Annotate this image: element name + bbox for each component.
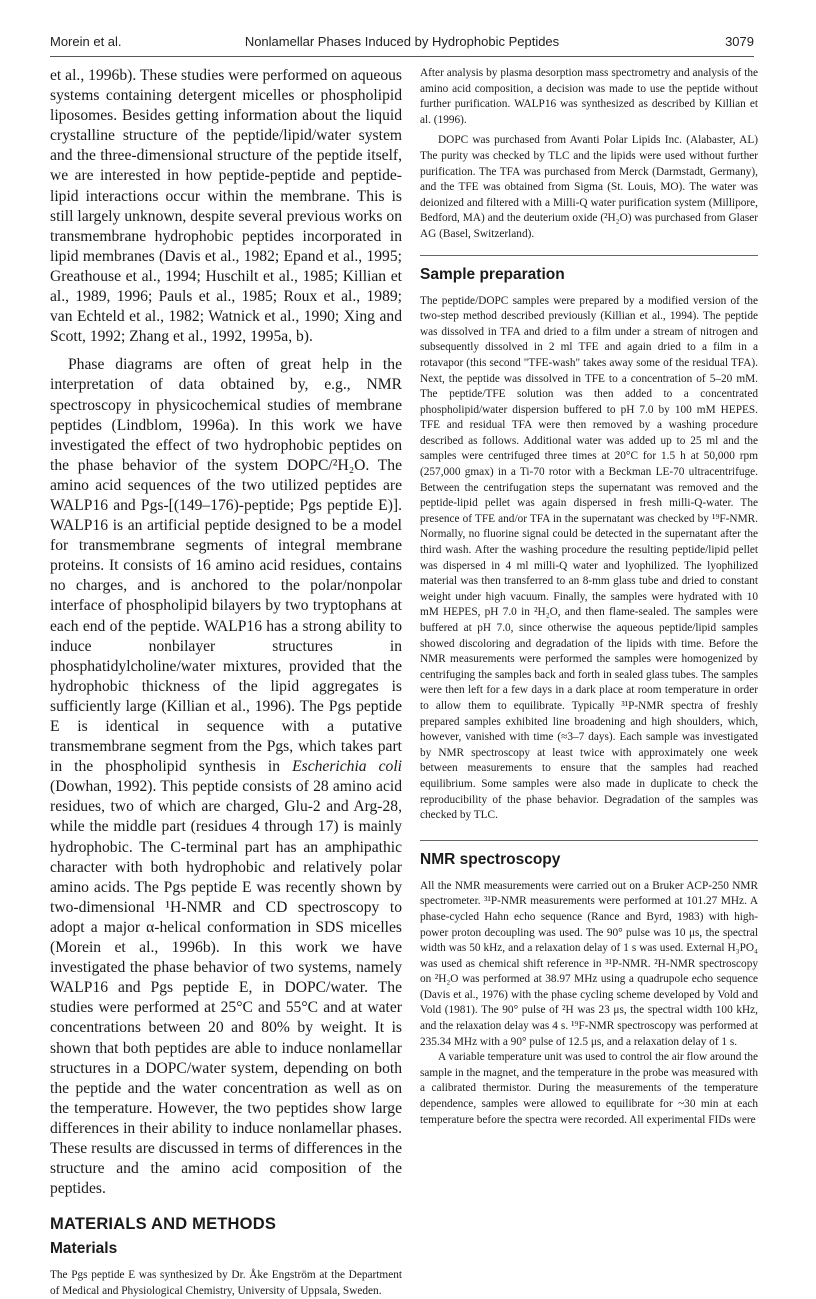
materials-paragraph-continued: After analysis by plasma desorption mass spectrometry and analysis of the amino acid composition, a decision was made to use the peptide without further purification. WALP16 was synthesized as described by Killian et al. (1996). [420, 67, 758, 126]
intro-paragraph-continued: et al., 1996b). These studies were performed on aqueous systems containing detergent micelles or phospholipid liposomes. Besides getting information about the liquid crystalline structure of the peptide/lipid/water system and the three-dimensional structure of the peptide itself, we are interested in how peptide-peptide and peptide-lipid interactions occur within the membrane. This is still largely unknown, despite several previous works on transmembrane hydrophobic peptides incorporated in lipid membranes (Davis et al., 1982; Epand et al., 1995; Greathouse et al., 1994; Huschilt et al., 1985; Killian et al., 1989, 1996; Pauls et al., 1985; Roux et al., 1989; van Echteld et al., 1982; Watnick et al., 1990; Xing and Scott, 1992; Zhang et al., 1992, 1995a, b). [50, 67, 402, 346]
section-divider [420, 255, 758, 256]
paragraph-text-part-a: Phase diagrams are often of great help in the interpretation of data obtained by, e.g., NMR spectroscopy in physicochemical studies of membrane peptides (Lindblom, 1996a). In this work we have investigated the effect of two hydrophobic peptides on the phase behavior of the system DOPC/²H₂O. The amino acid sequences of the two utilized peptides are WALP16 and Pgs-[(149–176)-peptide; Pgs peptide E)]. WALP16 is an artificial peptide designed to be a model for transmembrane segments of integral membrane proteins. It consists of 16 amino acid residues, contains no charges, and is anchored to the polar/nonpolar interface of phospholipid bilayers by two tryptophans at each end of the peptide. WALP16 has a strong ability to induce nonbilayer structures in phosphatidylcholine/water mixtures, provided that the hydrophobic thickness of the lipid aggregates is sufficiently large (Killian et al., 1996). The Pgs peptide E is identical in sequence with a putative transmembrane segment from the Pgs, which takes part in the phospholipid synthesis in [50, 356, 402, 776]
subsection-heading-materials: Materials [50, 1240, 118, 1258]
section-divider [420, 840, 758, 841]
subsection-heading-nmr-spectroscopy: NMR spectroscopy [420, 850, 561, 868]
paragraph-text-part-b: (Dowhan, 1992). This peptide consists of 28 amino acid residues, two of which are charged, Glu-2 and Arg-28, while the middle part (residues 4 through 17) is mainly hydrophobic. The C-terminal part has an amphipathic character with both hydrophobic and relatively polar amino acids. The Pgs peptide E was recently shown by two-dimensional ¹H-NMR and CD spectroscopy to adopt a major α-helical conformation in SDS micelles (Morein et al., 1996b). In this work we have investigated the phase behavior of two systems, namely WALP16 and Pgs peptide E, in DOPC/water. The studies were performed at 25°C and 55°C and at water concentrations between 20 and 80% by weight. It is shown that both peptides are able to induce nonlamellar structures in a DOPC/water system, depending on both the peptide and the water concentration as well as on the temperature. However, the two peptides show large differences in their ability to induce nonlamellar phases. These results are discussed in terms of differences in the structure and the amino acid composition of the peptides. [50, 778, 402, 1198]
species-name: Escherichia coli [292, 758, 402, 776]
running-header [50, 34, 754, 54]
materials-paragraph-dopc: DOPC was purchased from Avanti Polar Lipids Inc. (Alabaster, AL) The purity was checked by TLC and the lipids were used without further purification. The TFA was purchased from Merck (Darmstadt, Germany), and the TFE was obtained from Sigma (St. Louis, MO). The water was deionized and filtered with a Milli-Q water purification system (Millipore, Bedford, MA) and the deuterium oxide (²H₂O) was purchased from Glaser AG (Basel, Switzerland). [420, 134, 758, 240]
nmr-paragraph-1: All the NMR measurements were carried out on a Bruker ACP-250 NMR spectrometer. ³¹P-NMR measurements were performed at 101.27 MHz. A phase-cycled Hahn echo sequence (Rance and Byrd, 1983) with high-power proton decoupling was used. The 90° pulse was 10 μs, the spectral width was 50 kHz, and a relaxation delay of 1 s was used. External H₃PO₄ was used as chemical shift reference in ³¹P-NMR. ²H-NMR spectroscopy on ²H₂O was performed at 38.97 MHz using a quadrupole echo sequence (Davis et al., 1976) with the phase cycling scheme developed by Vold and Vold (1981). The 90° pulse of ²H was 23 μs, the spectral width 100 kHz, and the relaxation delay was 4 s. ¹⁹F-NMR spectroscopy was performed at 235.34 MHz with a 90° pulse of 12.5 μs, and a relaxation delay of 1 s. [420, 879, 758, 1048]
header-rule [50, 56, 754, 57]
materials-paragraph: The Pgs peptide E was synthesized by Dr. Åke Engström at the Department of Medical and Physiological Chemistry, University of Uppsala, Sweden. [50, 1269, 402, 1297]
subsection-heading-sample-preparation: Sample preparation [420, 265, 565, 283]
nmr-paragraph-2: A variable temperature unit was used to control the air flow around the sample in the magnet, and the temperature in the probe was measured with a calibrated thermistor. During the measurements of the temperature dependence, samples were allowed to equilibrate for ~30 min at each temperature before the spectra were recorded. All experimental FIDs were [420, 1051, 758, 1126]
page-number: 3079 [725, 34, 754, 49]
left-column [50, 66, 402, 1299]
right-column [420, 66, 758, 1128]
header-title: Nonlamellar Phases Induced by Hydrophobic Peptides [244, 34, 560, 49]
sample-preparation-paragraph: The peptide/DOPC samples were prepared by a modified version of the two-step method described previously (Killian et al., 1994). The peptide was dissolved in TFA and dried to a film under a stream of nitrogen and subsequently dissolved in 2 ml TFE and again dried to a film in a rotavapor (this second "TFE-wash" takes away some of the residual TFA). Next, the peptide was dissolved in TFE to a concentration of 5–20 mM. The peptide/TFE solution was then added to a concentrated phospholipid/water dispersion buffered to pH 7.0 by 100 mM HEPES. TFE and residual TFA were then removed by a washing procedure described as follows. Additional water was added up to 25 ml and the samples were centrifuged three times at 20°C for 1.5 h at 50,000 rpm (257,000 gmax) in a Ti-70 rotor with a Beckman LE-70 ultracentrifuge. Between the centrifugation steps the supernatant was removed and the peptide-lipid pellet was again dispersed in fresh milli-Q-water. The presence of TFE and/or TFA in the supernatant was checked by ¹⁹F-NMR. Normally, no fluorine signal could be detected in the supernatant after the third wash. After the washing procedure the resulting peptide/lipid pellet was dispersed in 4 ml milli-Q water and lyophilized. The lyophilized material was then transferred to an 8-mm glass tube and dried to constant weight under high vacuum. Finally, the samples were hydrated with 10 mM HEPES, pH 7.0 in ²H₂O, and then flame-sealed. The samples were buffered at pH 7.0, since otherwise the aqueous peptide/lipid samples showed discoloring and degradation of the lipids with time. Before the NMR measurements were performed the samples were homogenized by centrifuging the samples back and forth in sealed glass tubes. The samples were then left for a few days in a dark place at room temperature in order to allow them to equilibrate. Typically ³¹P-NMR spectra of freshly prepared samples exhibited line broadening and high shoulders, which, however, vanished with time (≈3–7 days). Each sample was investigated by NMR spectroscopy at least twice with approximately one week between measurements to ensure that the samples had reached equilibrium. Some samples were also made in duplicate to check the reproducibility of the phase behavior. Degradation of the samples was checked by TLC. [420, 294, 758, 822]
intro-paragraph-phase-diagrams [50, 355, 402, 1199]
header-authors: Morein et al. [50, 34, 122, 49]
section-heading-materials-methods: MATERIALS AND METHODS [50, 1215, 277, 1234]
